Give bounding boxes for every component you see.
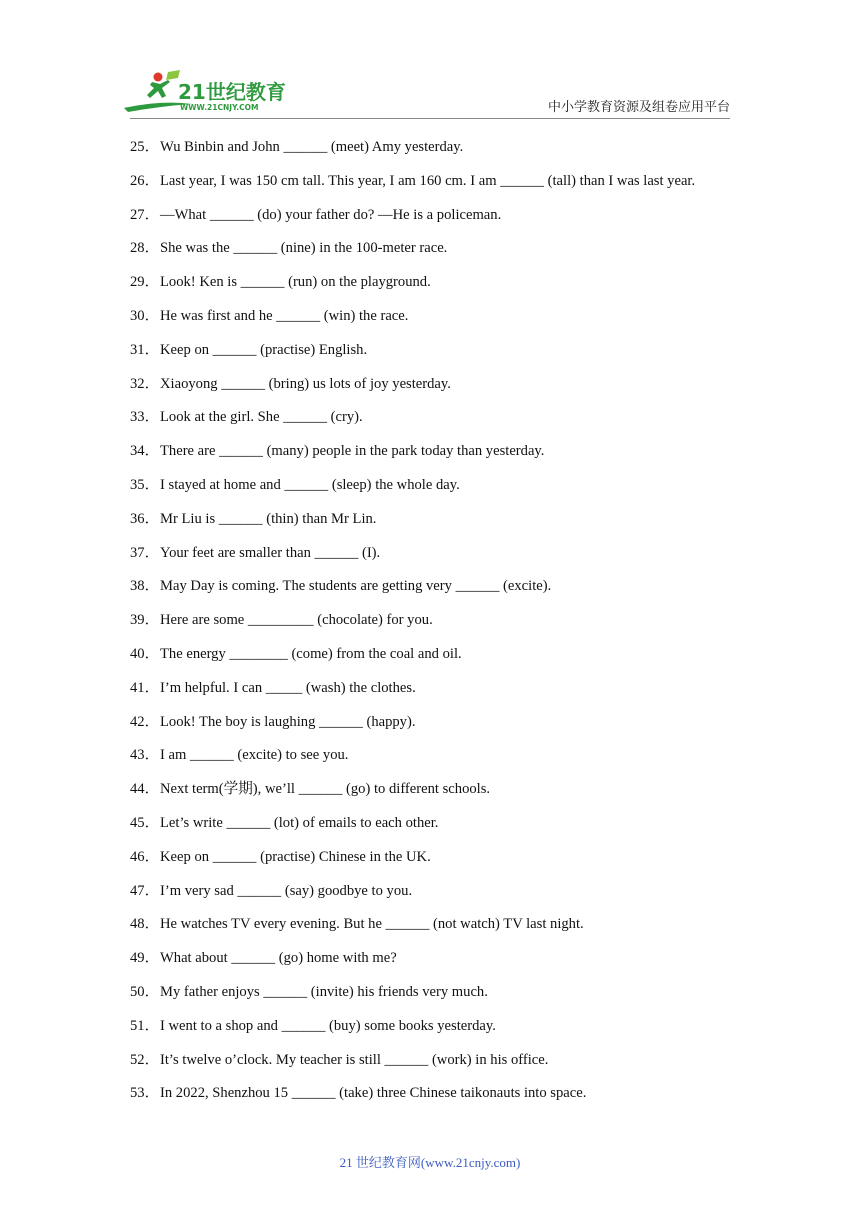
question-text: Look! The boy is laughing ______ (happy). [160,713,416,730]
question-item [130,574,750,608]
logo-figure-body [147,80,170,98]
svg-text:WWW.21CNJY.COM: WWW.21CNJY.COM [180,103,259,112]
question-item [130,845,750,879]
question-text: Next term(学期), we’ll ______ (go) to different schools. [160,781,491,798]
question-number: 27． [130,206,160,223]
question-number: 49． [130,950,160,967]
question-item [130,236,750,270]
logo-flag [166,70,180,80]
page-header [0,0,860,124]
question-number: 31． [130,341,160,358]
question-number: 43． [130,747,160,764]
question-item [130,473,750,507]
question-number: 38． [130,578,160,595]
question-number: 45． [130,814,160,831]
question-text: I am ______ (excite) to see you. [160,747,349,764]
question-item [130,642,750,676]
question-text: Keep on ______ (practise) Chinese in the UK. [160,848,431,865]
question-item [130,541,750,575]
question-item [130,507,750,541]
question-item [130,980,750,1014]
question-item [130,608,750,642]
question-item [130,1014,750,1048]
question-number: 32． [130,375,160,392]
question-item [130,676,750,710]
question-number: 51． [130,1017,160,1034]
question-number: 36． [130,510,160,527]
question-text: Mr Liu is ______ (thin) than Mr Lin. [160,510,377,527]
question-item [130,405,750,439]
question-item [130,1048,750,1082]
question-item [130,169,750,203]
question-item [130,372,750,406]
question-number: 42． [130,713,160,730]
question-number: 40． [130,645,160,662]
question-text: He watches TV every evening. But he ______ (not watch) TV last night. [160,916,584,933]
question-item [130,203,750,237]
question-number: 48． [130,916,160,933]
question-text: May Day is coming. The students are getting very ______ (excite). [160,578,552,595]
question-text: —What ______ (do) your father do? —He is a policeman. [160,206,502,223]
question-text: In 2022, Shenzhou 15 ______ (take) three Chinese taikonauts into space. [160,1085,587,1102]
question-number: 33． [130,409,160,426]
question-number: 46． [130,848,160,865]
question-list [130,135,750,1115]
question-text: Keep on ______ (practise) English. [160,341,368,358]
question-item [130,304,750,338]
question-item [130,743,750,777]
question-text: Wu Binbin and John ______ (meet) Amy yesterday. [160,139,464,155]
header-platform-text: 中小学教育资源及组卷应用平台 [547,100,730,115]
question-text: Xiaoyong ______ (bring) us lots of joy yesterday. [160,375,451,392]
question-number: 30． [130,307,160,324]
question-item [130,912,750,946]
question-text: I’m very sad ______ (say) goodbye to you. [160,882,413,899]
question-number: 28． [130,240,160,257]
question-item [130,1081,750,1115]
question-item [130,710,750,744]
question-number: 53． [130,1085,160,1102]
question-text: I’m helpful. I can _____ (wash) the clothes. [160,679,416,696]
question-text: Here are some _________ (chocolate) for you. [160,612,433,629]
question-number: 35． [130,476,160,493]
question-item [130,439,750,473]
question-text: Your feet are smaller than ______ (I). [160,544,381,561]
question-text: What about ______ (go) home with me? [160,950,397,967]
question-number: 50． [130,983,160,1000]
question-text: It’s twelve o’clock. My teacher is still ______ (work) in his office. [160,1051,549,1068]
question-item [130,946,750,980]
question-text: Look! Ken is ______ (run) on the playground. [160,274,431,291]
question-number: 41． [130,679,160,696]
question-number: 37． [130,544,160,561]
question-text: Look at the girl. She ______ (cry). [160,409,363,426]
question-text: I went to a shop and ______ (buy) some books yesterday. [160,1017,496,1034]
question-text: The energy ________ (come) from the coal and oil. [160,645,462,662]
question-number: 25． [130,139,160,155]
question-item [130,777,750,811]
question-number: 34． [130,443,160,460]
header-divider [130,118,730,119]
logo-figure-head [154,73,163,82]
question-number: 52． [130,1051,160,1068]
question-number: 26． [130,172,160,189]
page-footer: 21 世纪教育网(www.21cnjy.com) [339,1155,521,1170]
question-text: There are ______ (many) people in the park today than yesterday. [160,443,545,460]
question-text: Let’s write ______ (lot) of emails to each other. [160,814,439,831]
question-number: 29． [130,274,160,291]
question-item [130,135,750,169]
question-text: She was the ______ (nine) in the 100-meter race. [160,240,448,257]
question-number: 39． [130,612,160,629]
question-number: 47． [130,882,160,899]
svg-text:21世纪教育: 21世纪教育 [178,80,286,104]
question-item [130,270,750,304]
question-item [130,879,750,913]
question-item [130,338,750,372]
logo [122,68,292,114]
question-text: I stayed at home and ______ (sleep) the whole day. [160,476,460,493]
question-item [130,811,750,845]
question-text: Last year, I was 150 cm tall. This year, I am 160 cm. I am ______ (tall) than I was last year. [160,172,696,189]
question-number: 44． [130,781,160,798]
question-text: My father enjoys ______ (invite) his friends very much. [160,983,488,1000]
question-text: He was first and he ______ (win) the race. [160,307,409,324]
